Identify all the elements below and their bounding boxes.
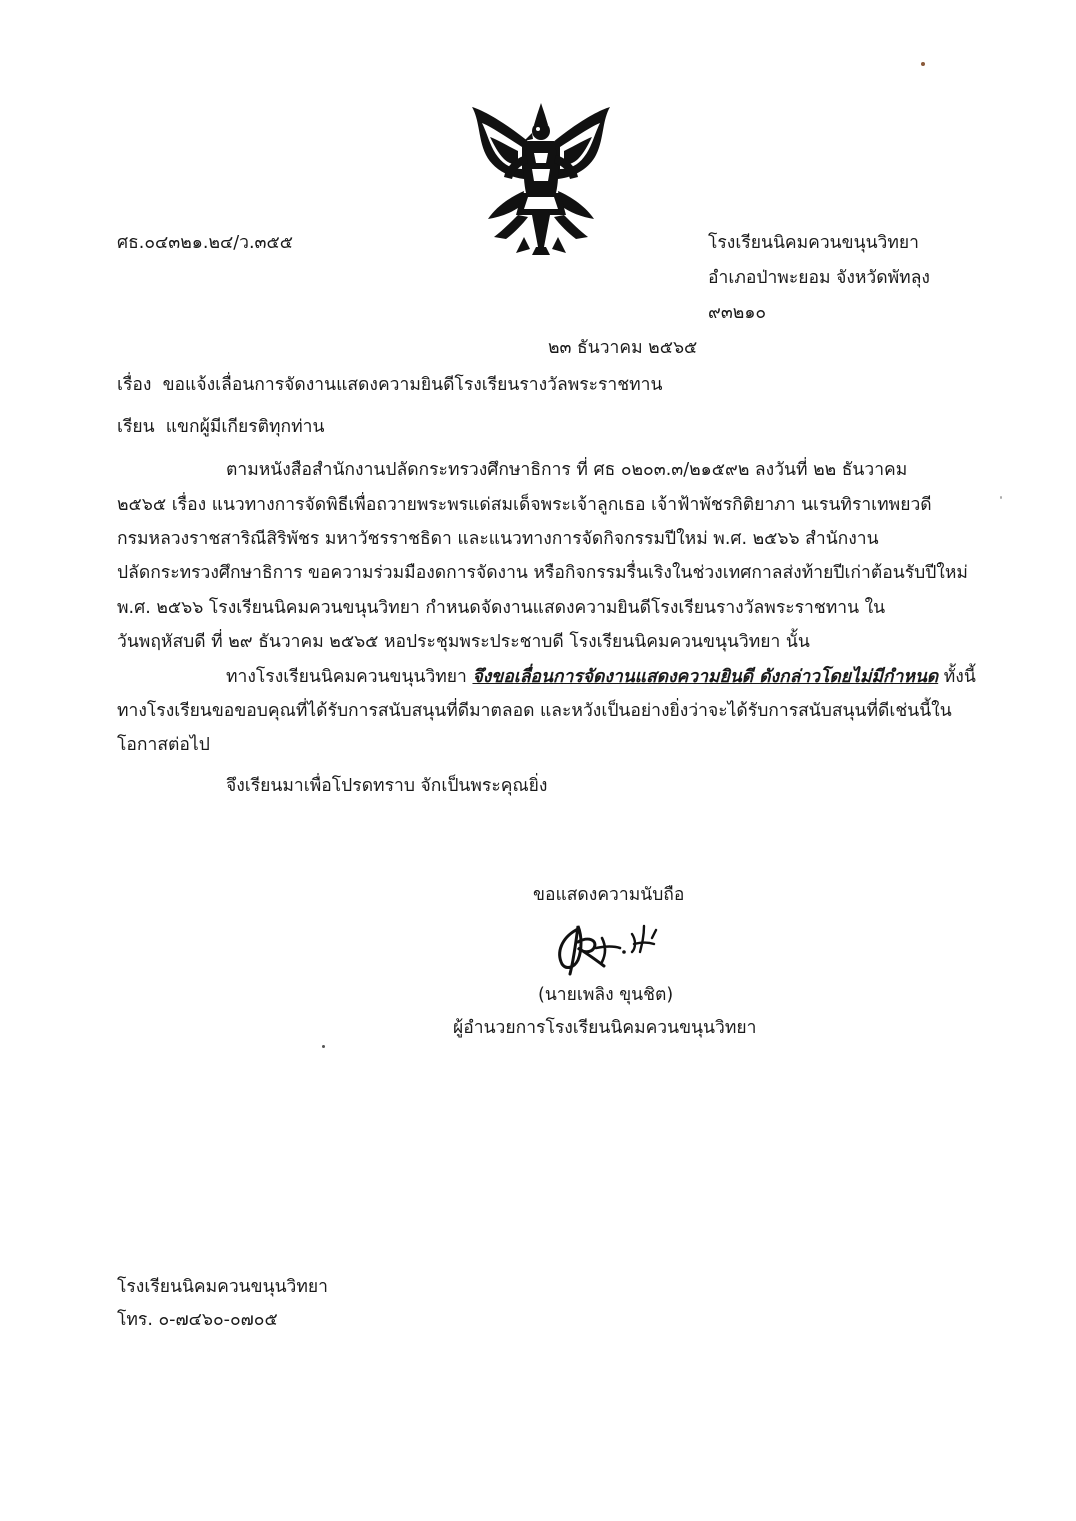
postponement-statement: จึงขอเลื่อนการจัดงานแสดงความยินดี ดังกล่าวโดยไม่มีกำหนด [472, 667, 939, 687]
closing-sentence: จึงเรียนมาเพื่อโปรดทราบ จักเป็นพระคุณยิ่ง [226, 776, 548, 796]
paragraph-1-line: กรมหลวงราชสาริณีสิริพัชร มหาวัชรราชธิดา และแนวทางการจัดกิจกรรมปีใหม่ พ.ศ. ๒๕๖๖ สำนักงาน [117, 529, 879, 549]
sender-district-province: อำเภอป่าพะยอม จังหวัดพัทลุง [708, 268, 930, 288]
scan-speck [921, 62, 925, 66]
sender-postcode: ๙๓๒๑๐ [708, 303, 767, 323]
recipient-text: แขกผู้มีเกียรติทุกท่าน [165, 417, 325, 437]
handwritten-signature [548, 912, 688, 982]
recipient-label: เรียน [117, 417, 155, 437]
scan-speck [322, 1045, 325, 1048]
paragraph-2-line: ทางโรงเรียนขอขอบคุณที่ได้รับการสนับสนุนที่ดีมาตลอด และหวังเป็นอย่างยิ่งว่าจะได้รับการสนับสนุนที่ดีเช่นนี้ใน [117, 701, 952, 721]
paragraph-2-continuation: ทั้งนี้ [938, 667, 976, 687]
footer-school-name: โรงเรียนนิคมควนขนุนวิทยา [117, 1277, 328, 1297]
signatory-position: ผู้อำนวยการโรงเรียนนิคมควนขนุนวิทยา [453, 1018, 757, 1038]
sender-school-name: โรงเรียนนิคมควนขนุนวิทยา [708, 233, 919, 253]
paragraph-2-line: โอกาสต่อไป [117, 735, 210, 755]
garuda-emblem [466, 97, 616, 257]
paragraph-2-line [226, 666, 976, 688]
paragraph-1-line: ๒๕๖๕ เรื่อง แนวทางการจัดพิธีเพื่อถวายพระพรแด่สมเด็จพระเจ้าลูกเธอ เจ้าฟ้าพัชรกิติยาภา นเรนทิราเทพยวดี [117, 495, 932, 515]
signatory-name: (นายเพลิง ขุนชิต) [538, 985, 674, 1005]
subject-line [117, 374, 662, 396]
subject-text: ขอแจ้งเลื่อนการจัดงานแสดงความยินดีโรงเรียนรางวัลพระราชทาน [162, 375, 663, 395]
paragraph-1-line: ปลัดกระทรวงศึกษาธิการ ขอความร่วมมืองดการจัดงาน หรือกิจกรรมรื่นเริงในช่วงเทศกาลส่งท้ายปีเก่าต้อนรับปีใหม่ [117, 563, 968, 583]
subject-label: เรื่อง [117, 375, 152, 395]
document-date: ๒๓ ธันวาคม ๒๕๖๕ [548, 338, 698, 358]
recipient-line [117, 416, 324, 438]
footer-phone: โทร. ๐-๗๔๖๐-๐๗๐๕ [117, 1310, 278, 1330]
paragraph-1-line: วันพฤหัสบดี ที่ ๒๙ ธันวาคม ๒๕๖๕ หอประชุมพระประชาบดี โรงเรียนนิคมควนขนุนวิทยา นั้น [117, 632, 810, 652]
paragraph-1-line: ตามหนังสือสำนักงานปลัดกระทรวงศึกษาธิการ ที่ ศธ ๐๒๐๓.๓/๒๑๕๙๒ ลงวันที่ ๒๒ ธันวาคม [226, 460, 908, 480]
scan-speck [1000, 496, 1002, 499]
paragraph-2-intro: ทางโรงเรียนนิคมควนขนุนวิทยา [226, 667, 473, 687]
document-number: ศธ.๐๔๓๒๑.๒๔/ว.๓๕๕ [117, 233, 293, 253]
salutation: ขอแสดงความนับถือ [533, 885, 685, 905]
paragraph-1-line: พ.ศ. ๒๕๖๖ โรงเรียนนิคมควนขนุนวิทยา กำหนดจัดงานแสดงความยินดีโรงเรียนรางวัลพระราชทาน ใน [117, 598, 886, 618]
